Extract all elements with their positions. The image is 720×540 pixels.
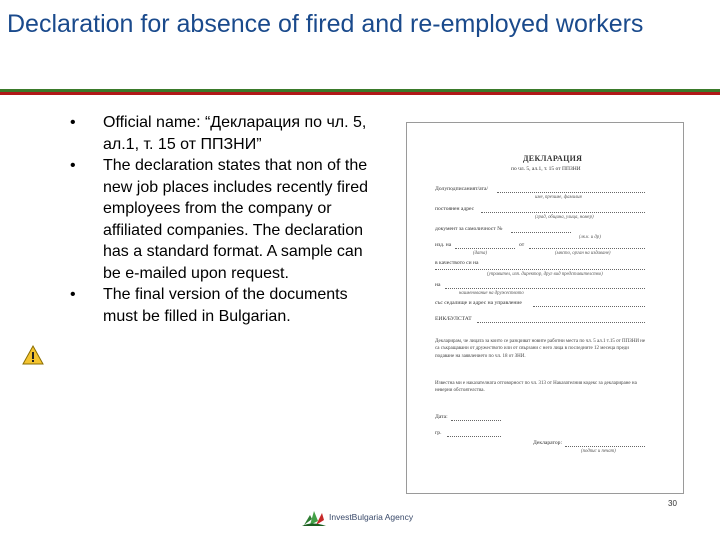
fill-line <box>533 306 645 307</box>
fill-line <box>497 192 645 193</box>
bullet-text: Official name: “Декларация по чл. 5, ал.1, т. 15 от ППЗНИ” <box>103 114 367 153</box>
warning-triangle-icon <box>22 344 44 366</box>
bullet-item <box>70 112 370 155</box>
field-company: на <box>435 282 441 288</box>
fill-line <box>445 288 645 289</box>
document-subheading: по чл. 5, ал.1, т. 15 от ППЗНИ <box>511 166 581 172</box>
declaration-statement: Декларирам, че лицата за които се разкриват новите работни места по чл. 5 ал.1 т.15 от ППЗНИ не са съкращавани от дружеството или от свързани с него лица в последните 12 месеца преди подаване на заявлението по чл. 18 от ЗНИ. <box>435 339 646 359</box>
field-hint: (град, община, улица, номер) <box>535 215 594 220</box>
field-id-document: документ за самоличност № <box>435 226 503 232</box>
fill-line <box>435 269 645 270</box>
field-hint: (дата) <box>473 251 487 256</box>
bullet-text: The final version of the documents must be filled in Bulgarian. <box>103 286 348 325</box>
declaration-sample-document <box>415 132 677 484</box>
fill-line <box>451 420 501 421</box>
bullet-marker: • <box>70 114 76 131</box>
document-heading: ДЕКЛАРАЦИЯ <box>523 154 583 163</box>
field-hint: име, презиме, фамилия <box>535 195 582 200</box>
title-divider-red <box>0 92 720 95</box>
footer-brand: InvestBulgaria Agency <box>329 512 414 522</box>
field-capacity: в качеството си на <box>435 260 479 266</box>
declarant-hint: (подпис и печат) <box>581 449 616 454</box>
bullet-marker: • <box>70 157 76 174</box>
bullet-list <box>70 112 370 327</box>
field-declarant: Долуподписаният/ата/ <box>435 186 489 192</box>
bullet-marker: • <box>70 286 76 303</box>
liability-notice: Известна ми е наказателната отговорност по чл. 313 от Наказателния кодекс за деклариране на неверни обстоятелства. <box>435 381 637 394</box>
field-hint: (управител, изп. директор, друг вид представителство) <box>487 272 603 277</box>
fill-line <box>481 212 645 213</box>
fill-line <box>565 446 645 447</box>
field-issued-on: изд. на <box>435 242 452 248</box>
fill-line <box>447 436 501 437</box>
date-label: Дата: <box>435 414 448 420</box>
page-number: 30 <box>668 499 677 508</box>
field-issued-by: от <box>519 242 525 248</box>
city-label: гр. <box>435 430 442 436</box>
field-address: постоянен адрес <box>435 206 475 212</box>
fill-line <box>455 248 515 249</box>
bullet-item <box>70 155 370 284</box>
slide-title: Declaration for absence of fired and re-employed workers <box>7 10 644 38</box>
field-eik: ЕИК/БУЛСТАТ <box>435 316 472 322</box>
bullet-item <box>70 284 370 327</box>
field-hint: (място, орган на издаване) <box>555 251 611 256</box>
fill-line <box>511 232 571 233</box>
fill-line <box>477 322 645 323</box>
field-hint: (лк.к. и др) <box>579 235 601 240</box>
field-seat: със седалище и адрес на управление <box>435 300 522 306</box>
bullet-text: The declaration states that non of the new job places includes recently fired employees from the company or affiliated companies. The declaration has a standard format. A sample can be e-mailed upon request. <box>103 157 369 282</box>
declarant-label: Декларатор: <box>533 440 563 446</box>
fill-line <box>529 248 645 249</box>
field-hint: наименование на дружеството <box>459 291 524 296</box>
